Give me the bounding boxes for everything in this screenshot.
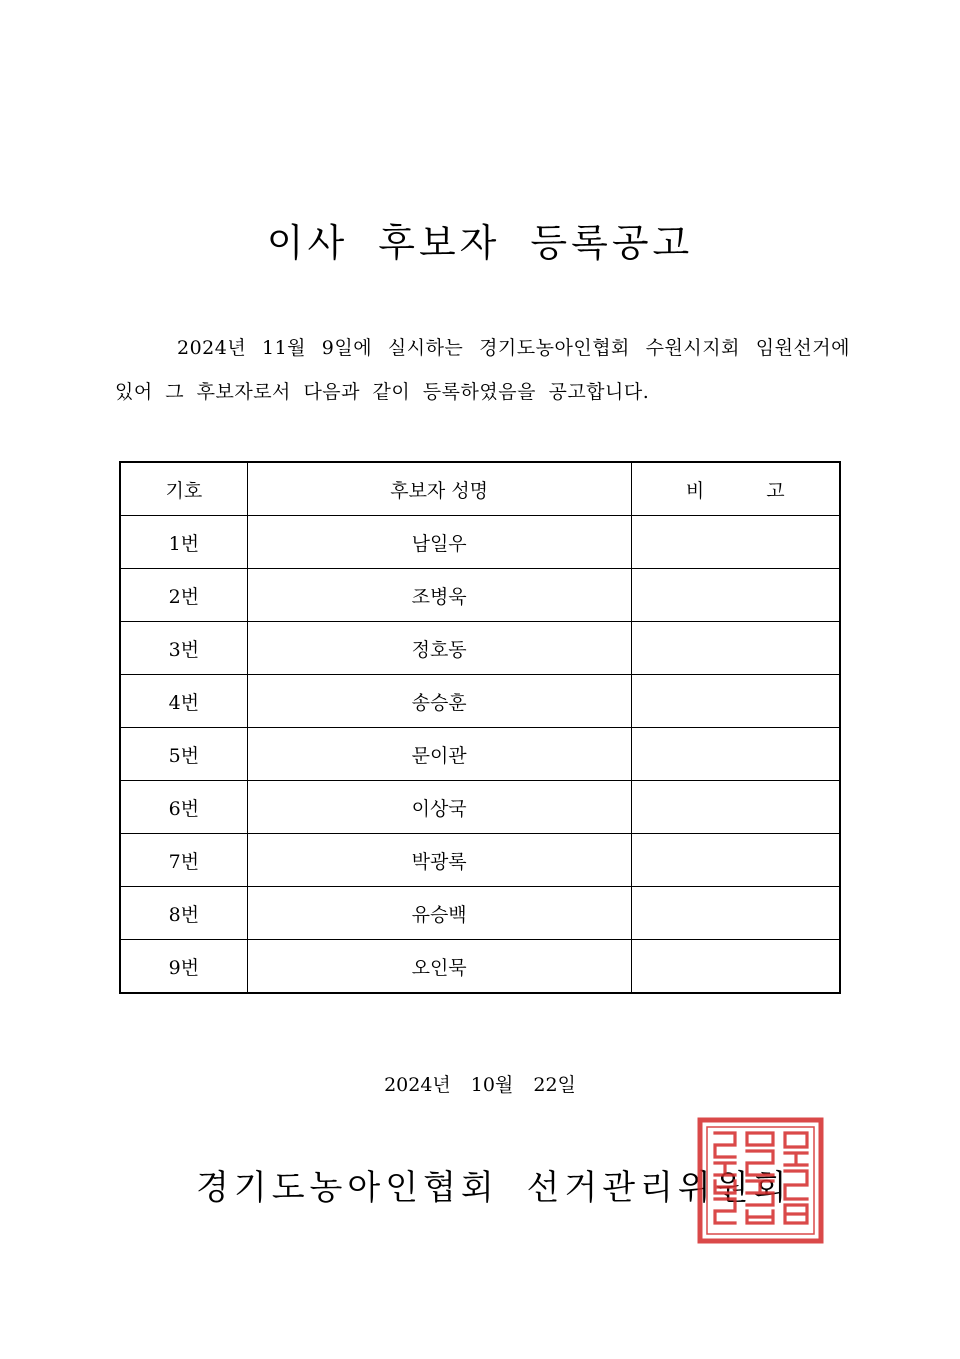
table-row: [120, 834, 840, 887]
announcement-paragraph: 2024년 11월 9일에 실시하는 경기도농아인협회 수원시지회 임원선거에 있어 그 후보자로서 다음과 같이 등록하였음을 공고합니다.: [115, 337, 850, 403]
organization-name: 경기도농아인협회 선거관리위원회: [196, 1168, 792, 1208]
candidate-number: 1번: [120, 516, 247, 569]
table-row: [120, 569, 840, 622]
candidate-number: 9번: [120, 940, 247, 994]
candidate-name: 조병욱: [247, 569, 631, 622]
table-row: [120, 940, 840, 994]
candidate-number: 4번: [120, 675, 247, 728]
candidate-remarks: [631, 781, 840, 834]
header-number: 기호: [120, 462, 247, 516]
table-row: [120, 516, 840, 569]
candidate-number: 3번: [120, 622, 247, 675]
announcement-date: 2024년 10월 22일: [384, 1074, 576, 1096]
header-remarks: 비 고: [631, 462, 840, 516]
official-seal-icon: [697, 1117, 824, 1244]
candidate-remarks: [631, 940, 840, 994]
candidate-name: 송승훈: [247, 675, 631, 728]
candidate-number: 8번: [120, 887, 247, 940]
candidate-name: 정호동: [247, 622, 631, 675]
table-row: [120, 728, 840, 781]
candidate-number: 7번: [120, 834, 247, 887]
candidate-number: 5번: [120, 728, 247, 781]
header-candidate-name: 후보자 성명: [247, 462, 631, 516]
candidate-number: 2번: [120, 569, 247, 622]
candidate-remarks: [631, 622, 840, 675]
table-row: [120, 622, 840, 675]
table-header-row: [120, 462, 840, 516]
table-row: [120, 675, 840, 728]
candidate-remarks: [631, 516, 840, 569]
candidate-name: 유승백: [247, 887, 631, 940]
candidate-remarks: [631, 834, 840, 887]
candidate-remarks: [631, 569, 840, 622]
candidate-remarks: [631, 675, 840, 728]
document-title: 이사 후보자 등록공고: [266, 221, 694, 265]
candidate-table: [119, 461, 841, 994]
candidate-name: 남일우: [247, 516, 631, 569]
candidate-name: 문이관: [247, 728, 631, 781]
candidate-name: 박광록: [247, 834, 631, 887]
table-row: [120, 781, 840, 834]
table-row: [120, 887, 840, 940]
candidate-name: 이상국: [247, 781, 631, 834]
candidate-remarks: [631, 728, 840, 781]
candidate-remarks: [631, 887, 840, 940]
candidate-name: 오인묵: [247, 940, 631, 994]
candidate-number: 6번: [120, 781, 247, 834]
